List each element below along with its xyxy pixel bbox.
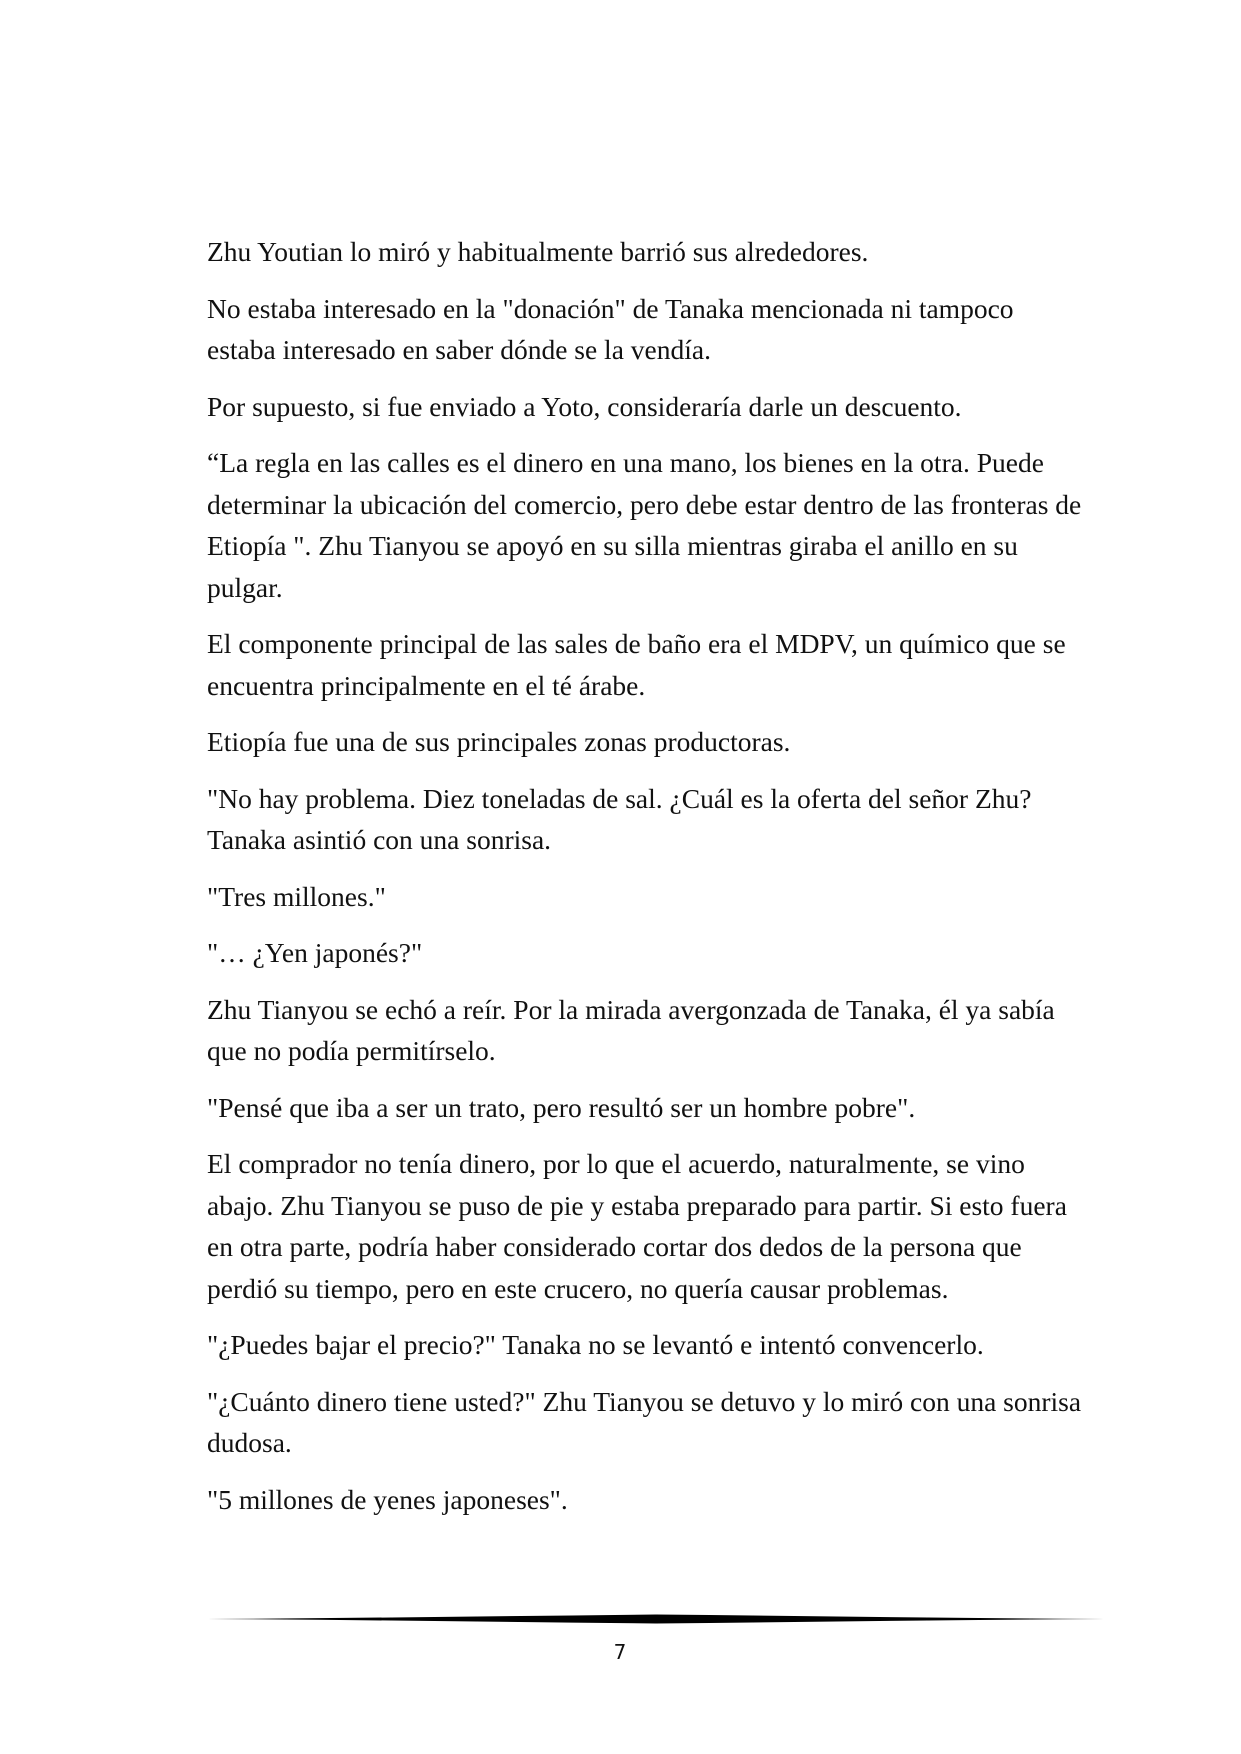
- paragraph: "No hay problema. Diez toneladas de sal. ¿Cuál es la oferta del señor Zhu? Tanaka asintió con una sonrisa.: [207, 782, 1032, 855]
- footer-rule-swash: [207, 1615, 1105, 1624]
- body-text: [207, 231, 1087, 1535]
- paragraph: Por supuesto, si fue enviado a Yoto, consideraría darle un descuento.: [207, 390, 962, 422]
- paragraph: No estaba interesado en la "donación" de Tanaka mencionada ni tampoco estaba interesado en saber dónde se la vendía.: [207, 292, 1014, 365]
- paragraph: "Tres millones.": [207, 880, 386, 912]
- page-number: 7: [613, 1640, 627, 1664]
- paragraph: "Pensé que iba a ser un trato, pero resultó ser un hombre pobre".: [207, 1091, 916, 1123]
- footer-rule: [207, 1612, 1105, 1626]
- paragraph: “La regla en las calles es el dinero en una mano, los bienes en la otra. Puede determinar la ubicación del comercio, pero debe estar dentro de las fronteras de Etiopía ". Zhu Tianyou se apoyó en su silla mientras giraba el anillo en su pulgar.: [207, 447, 1082, 603]
- paragraph: Zhu Youtian lo miró y habitualmente barrió sus alrededores.: [207, 236, 869, 267]
- paragraph: El comprador no tenía dinero, por lo que el acuerdo, naturalmente, se vino abajo. Zhu Tianyou se puso de pie y estaba preparado para partir. Si esto fuera en otra parte, podría haber considerado cortar dos dedos de la persona que perdió su tiempo, pero en este crucero, no quería causar problemas.: [207, 1148, 1067, 1304]
- paragraph: "¿Puedes bajar el precio?" Tanaka no se levantó e intentó convencerlo.: [207, 1329, 984, 1360]
- paragraph: "¿Cuánto dinero tiene usted?" Zhu Tianyou se detuvo y lo miró con una sonrisa dudosa.: [207, 1385, 1082, 1458]
- paragraph: El componente principal de las sales de baño era el MDPV, un químico que se encuentra principalmente en el té árabe.: [207, 628, 1066, 701]
- paragraph: Etiopía fue una de sus principales zonas productoras.: [207, 726, 791, 757]
- paragraph: Zhu Tianyou se echó a reír. Por la mirada avergonzada de Tanaka, él ya sabía que no podía permitírselo.: [207, 993, 1055, 1066]
- paragraph: "… ¿Yen japonés?": [207, 937, 423, 968]
- paragraph: "5 millones de yenes japoneses".: [207, 1483, 568, 1515]
